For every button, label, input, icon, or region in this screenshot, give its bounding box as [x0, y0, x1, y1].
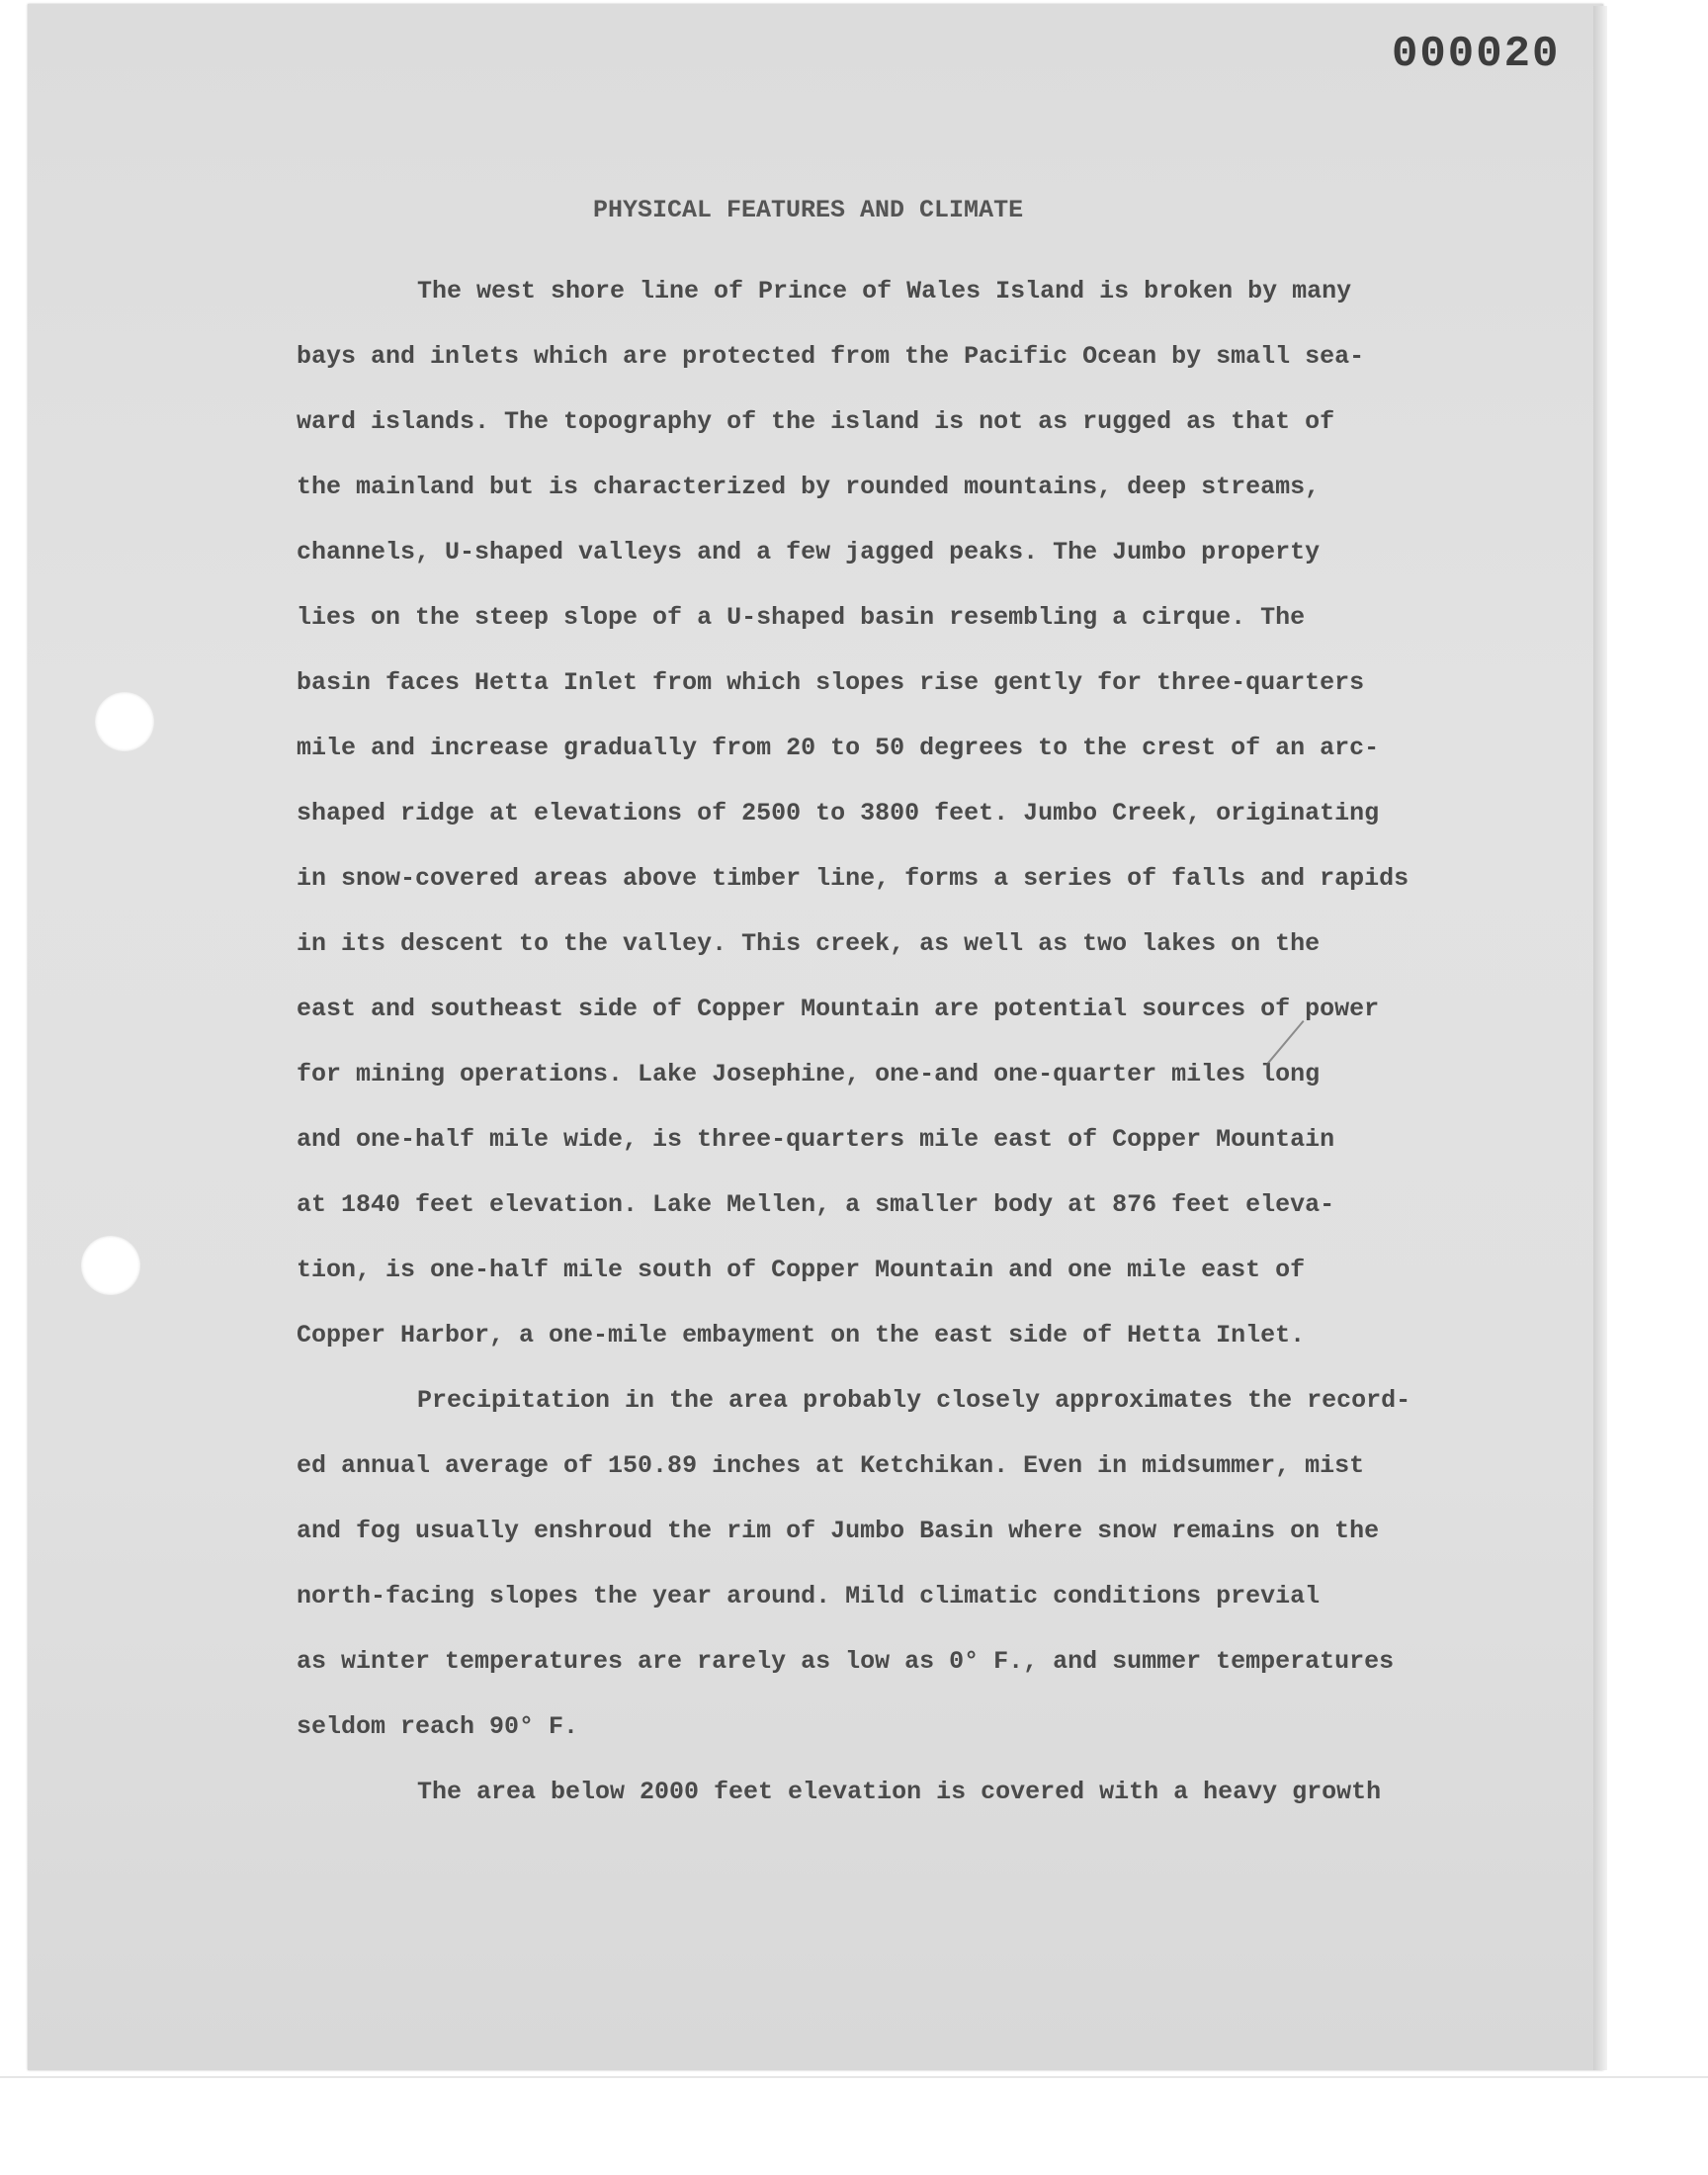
text-line: north-facing slopes the year around. Mild climatic conditions previal [297, 1582, 1321, 1610]
text-line: for mining operations. Lake Josephine, one-and one-quarter miles long [297, 1060, 1321, 1088]
text-line: basin faces Hetta Inlet from which slopes rise gently for three-quarters [297, 668, 1365, 697]
text-line: bays and inlets which are protected from the Pacific Ocean by small sea- [297, 342, 1365, 371]
text-line: The west shore line of Prince of Wales Island is broken by many [417, 277, 1352, 305]
text-line: as winter temperatures are rarely as low as 0° F., and summer temperatures [297, 1647, 1395, 1676]
text-line: Copper Harbor, a one-mile embayment on the east side of Hetta Inlet. [297, 1321, 1306, 1349]
body-text [297, 259, 1542, 1825]
text-line: lies on the steep slope of a U-shaped basin resembling a cirque. The [297, 603, 1306, 632]
text-line: tion, is one-half mile south of Copper Mountain and one mile east of [297, 1256, 1306, 1284]
text-line: The area below 2000 feet elevation is covered with a heavy growth [417, 1778, 1382, 1806]
text-line: mile and increase gradually from 20 to 50 degrees to the crest of an arc- [297, 734, 1380, 762]
text-line: channels, U-shaped valleys and a few jagged peaks. The Jumbo property [297, 538, 1321, 566]
page-title: PHYSICAL FEATURES AND CLIMATE [593, 196, 1024, 224]
text-line: Precipitation in the area probably closely approximates the record- [417, 1386, 1411, 1415]
punch-hole [81, 1236, 140, 1295]
text-line: in its descent to the valley. This creek, as well as two lakes on the [297, 929, 1321, 958]
text-line: seldom reach 90° F. [297, 1712, 579, 1741]
text-line: at 1840 feet elevation. Lake Mellen, a smaller body at 876 feet eleva- [297, 1190, 1335, 1219]
punch-hole [95, 692, 154, 751]
text-line: and one-half mile wide, is three-quarters mile east of Copper Mountain [297, 1125, 1335, 1154]
text-line: east and southeast side of Copper Mountain are potential sources of power [297, 995, 1380, 1023]
text-line: shaped ridge at elevations of 2500 to 3800 feet. Jumbo Creek, originating [297, 799, 1380, 827]
text-line: ed annual average of 150.89 inches at Ketchikan. Even in midsummer, mist [297, 1451, 1365, 1480]
page-edge [1593, 6, 1607, 2070]
text-line: ward islands. The topography of the island is not as rugged as that of [297, 407, 1335, 436]
text-line: in snow-covered areas above timber line, forms a series of falls and rapids [297, 864, 1409, 893]
page-number: 000020 [1392, 30, 1561, 79]
text-line: and fog usually enshroud the rim of Jumbo Basin where snow remains on the [297, 1517, 1380, 1545]
text-line: the mainland but is characterized by rounded mountains, deep streams, [297, 473, 1321, 501]
scan-bottom-edge [0, 2076, 1708, 2078]
